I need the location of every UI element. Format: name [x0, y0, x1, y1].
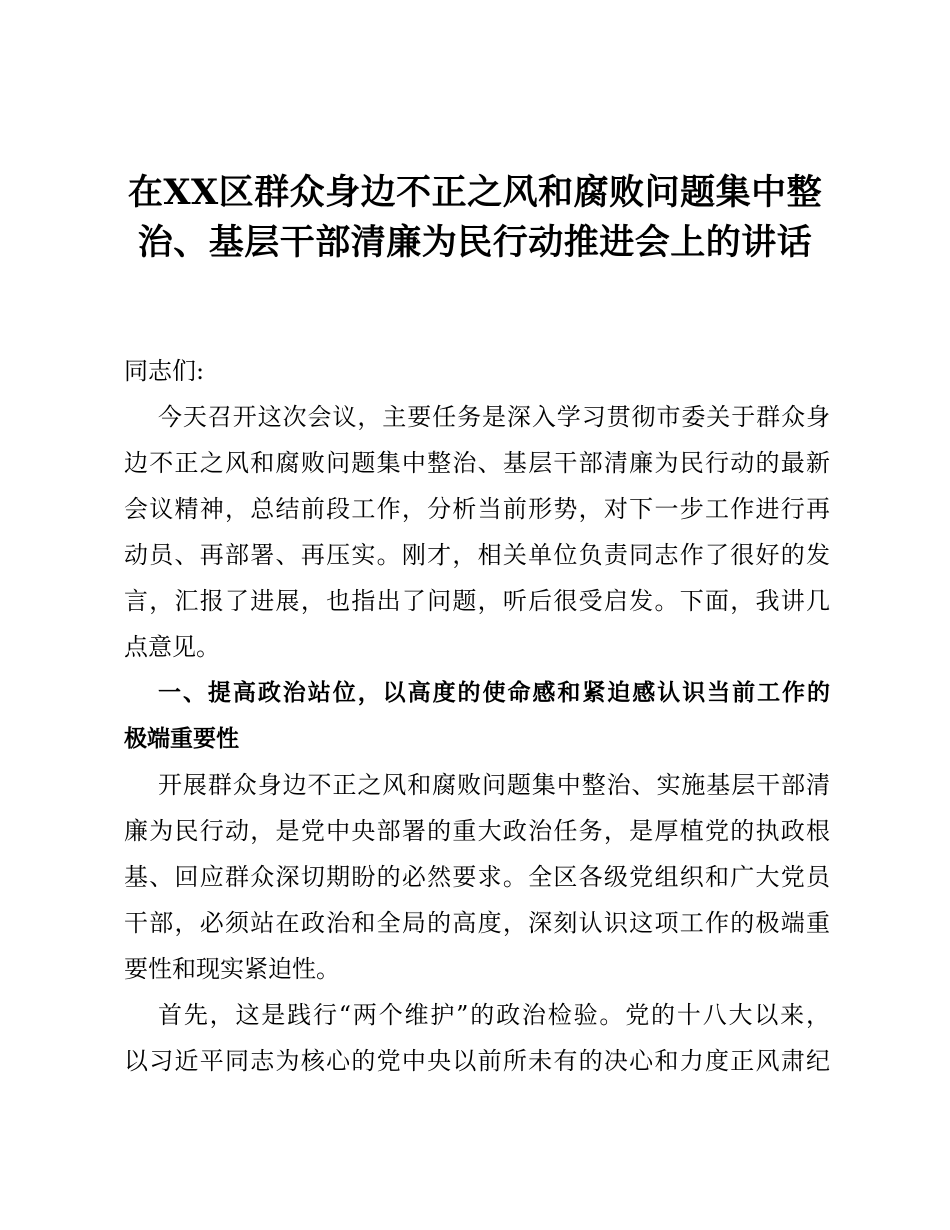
paragraph-intro [124, 394, 830, 670]
text-line: 首先，这是践行“两个维护”的政治检验。党的十八大以来， [158, 1001, 830, 1029]
salutation: 同志们: [124, 357, 205, 385]
title-line: 在XX区群众身边不正之风和腐败问题集中整 [127, 172, 823, 213]
text-line: 边不正之风和腐败问题集中整治、基层干部清廉为民行动的最新 [124, 449, 830, 477]
text-line: 要性和现实紧迫性。 [124, 955, 340, 983]
text-line: 以习近平同志为核心的党中央以前所未有的决心和力度正风肃纪 [124, 1047, 830, 1075]
heading-line: 一、提高政治站位，以高度的使命感和紧迫感认识当前工作的 [158, 680, 830, 706]
text-line: 会议精神，总结前段工作，分析当前形势，对下一步工作进行再 [124, 495, 830, 523]
text-line: 动员、再部署、再压实。刚才，相关单位负责同志作了很好的发 [124, 541, 830, 569]
text-line: 开展群众身边不正之风和腐败问题集中整治、实施基层干部清 [158, 771, 830, 799]
section-heading-1 [124, 670, 830, 762]
text-line: 廉为民行动，是党中央部署的重大政治任务，是厚植党的执政根 [124, 817, 830, 845]
paragraph-first-point [124, 992, 830, 1084]
heading-line: 极端重要性 [124, 726, 239, 752]
text-line: 言，汇报了进展，也指出了问题，听后很受启发。下面，我讲几 [124, 587, 830, 615]
text-line: 干部，必须站在政治和全局的高度，深刻认识这项工作的极端重 [124, 909, 830, 937]
text-line: 基、回应群众深切期盼的必然要求。全区各级党组织和广大党员 [124, 863, 830, 891]
document-title [110, 168, 840, 268]
title-line: 治、基层干部清廉为民行动推进会上的讲话 [137, 222, 813, 263]
text-line: 点意见。 [124, 633, 220, 661]
text-line: 今天召开这次会议，主要任务是深入学习贯彻市委关于群众身 [158, 403, 830, 431]
paragraph-section-1 [124, 762, 830, 992]
document-body [124, 348, 830, 1084]
